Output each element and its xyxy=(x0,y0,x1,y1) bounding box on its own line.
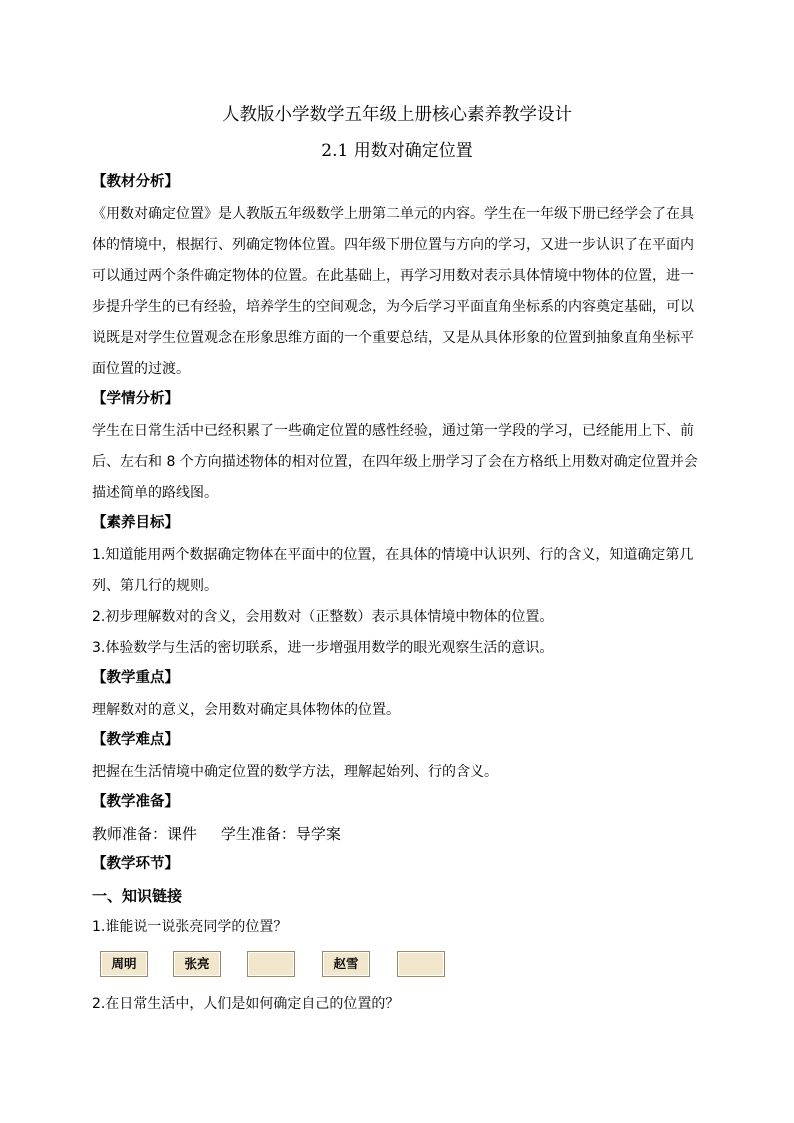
text-line: 后、左右和 8 个方向描述物体的相对位置，在四年级上册学习了会在方格纸上用数对确定位置并会 xyxy=(92,454,698,470)
text-line: 面位置的过渡。 xyxy=(92,361,190,377)
text-line: 学生在日常生活中已经积累了一些确定位置的感性经验，通过第一学段的学习，已经能用上下、前 xyxy=(92,423,694,439)
text-line: 体的情境中，根据行、列确定物体位置。四年级下册位置与方向的学习，又进一步认识了在平面内 xyxy=(92,237,694,253)
text-line: 《用数对确定位置》是人教版五年级数学上册第二单元的内容。学生在一年级下册已经学会了在具 xyxy=(92,206,694,222)
seat-card: 赵雪 xyxy=(322,951,370,977)
goals-list xyxy=(92,540,702,664)
preparation-text: 教师准备：课件 学生准备：导学案 xyxy=(92,825,341,843)
goal-line: 2.初步理解数对的含义，会用数对（正整数）表示具体情境中物体的位置。 xyxy=(92,609,554,625)
section-knowledge-link: 一、知识链接 xyxy=(92,887,183,905)
document-title: 人教版小学数学五年级上册核心素养教学设计 xyxy=(222,105,572,125)
document-page xyxy=(92,100,702,1020)
seat-card: 周明 xyxy=(100,951,148,977)
key-point-text: 理解数对的意义，会用数对确定具体物体的位置。 xyxy=(92,702,400,718)
heading-procedure: 【教学环节】 xyxy=(92,856,179,872)
question-2: 2.在日常生活中，人们是如何确定自己的位置的？ xyxy=(92,996,400,1012)
heading-student-analysis: 【学情分析】 xyxy=(92,391,179,407)
seat-card-empty xyxy=(247,951,295,977)
heading-goals: 【素养目标】 xyxy=(92,515,179,531)
goal-line: 列、第几行的规则。 xyxy=(92,578,218,594)
student-analysis-paragraph xyxy=(92,416,702,509)
heading-textbook-analysis: 【教材分析】 xyxy=(92,174,179,190)
question-1: 1.谁能说一说张亮同学的位置？ xyxy=(92,919,288,935)
heading-difficulty: 【教学难点】 xyxy=(92,732,179,748)
seat-row xyxy=(92,943,702,989)
text-line: 描述简单的路线图。 xyxy=(92,485,218,501)
text-line: 步提升学生的已有经验，培养学生的空间观念，为今后学习平面直角坐标系的内容奠定基础，可以 xyxy=(92,299,694,315)
heading-preparation: 【教学准备】 xyxy=(92,794,179,810)
goal-line: 1.知道能用两个数据确定物体在平面中的位置，在具体的情境中认识列、行的含义，知道确定第几 xyxy=(92,547,694,563)
text-line: 可以通过两个条件确定物体的位置。在此基础上，再学习用数对表示具体情境中物体的位置，进一 xyxy=(92,268,694,284)
goal-line: 3.体验数学与生活的密切联系，进一步增强用数学的眼光观察生活的意识。 xyxy=(92,640,554,656)
seat-card-empty xyxy=(397,951,445,977)
seat-card: 张亮 xyxy=(173,951,221,977)
text-line: 说既是对学生位置观念在形象思维方面的一个重要总结，又是从具体形象的位置到抽象直角坐标平 xyxy=(92,330,694,346)
lesson-title: 2.1 用数对确定位置 xyxy=(321,141,473,161)
textbook-analysis-paragraph xyxy=(92,199,702,385)
difficulty-text: 把握在生活情境中确定位置的数学方法，理解起始列、行的含义。 xyxy=(92,764,498,780)
heading-key-point: 【教学重点】 xyxy=(92,670,179,686)
